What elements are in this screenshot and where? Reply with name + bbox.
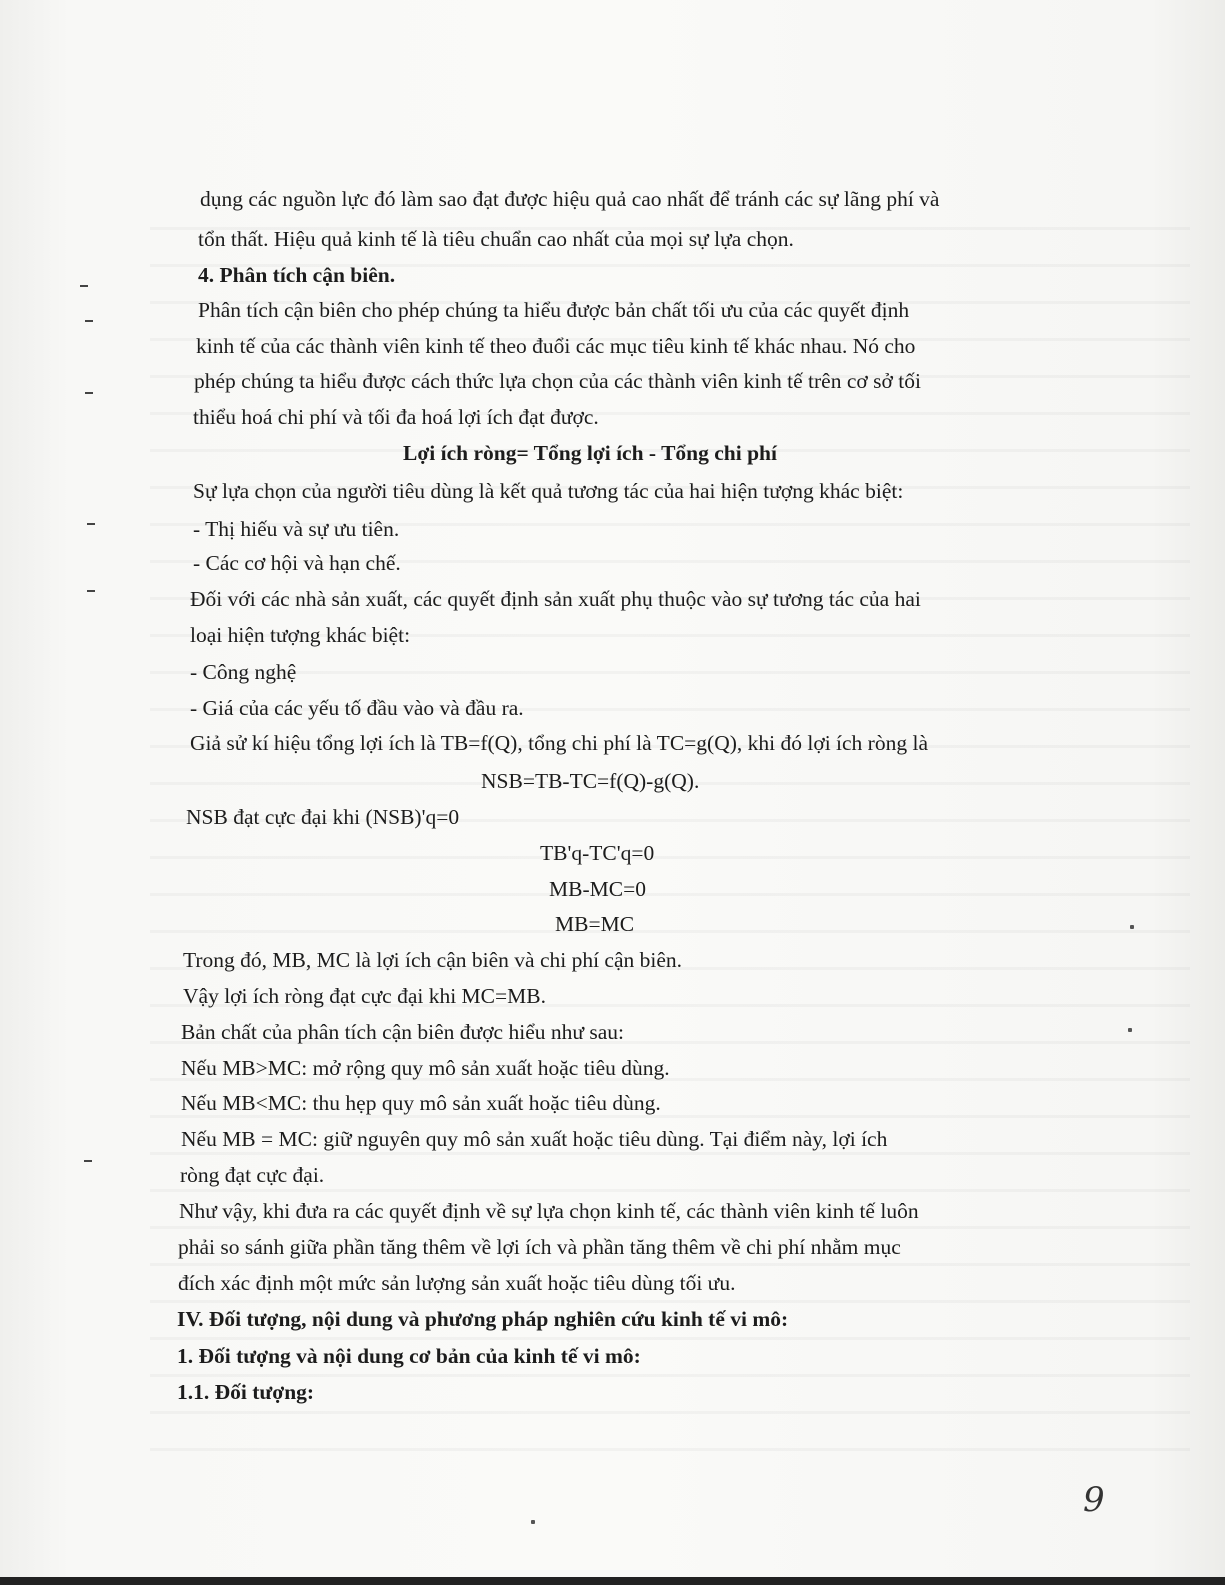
text-line: dụng các nguồn lực đó làm sao đạt được hiệu quả cao nhất để tránh các sự lãng phí và [200,187,940,211]
text-line: Trong đó, MB, MC là lợi ích cận biên và chi phí cận biên. [183,948,683,972]
text-line: đích xác định một mức sản lượng sản xuất hoặc tiêu dùng tối ưu. [178,1271,736,1295]
text-line: Đối với các nhà sản xuất, các quyết định sản xuất phụ thuộc vào sự tương tác của hai [190,587,921,611]
formula-heading: Lợi ích ròng= Tổng lợi ích - Tổng chi phí [403,441,777,465]
list-item: - Giá của các yếu tố đầu vào và đầu ra. [190,696,524,720]
margin-mark [87,590,95,592]
text-line: thiểu hoá chi phí và tối đa hoá lợi ích đạt được. [193,405,599,429]
text-line: Nếu MB<MC: thu hẹp quy mô sản xuất hoặc tiêu dùng. [181,1091,661,1115]
page-number: 9 [1083,1480,1105,1520]
list-item: - Thị hiếu và sự ưu tiên. [193,517,400,541]
text-line: Như vậy, khi đưa ra các quyết định về sự lựa chọn kinh tế, các thành viên kinh tế luôn [179,1199,919,1223]
text-line: phép chúng ta hiểu được cách thức lựa chọn của các thành viên kinh tế trên cơ sở tối [194,369,921,393]
scan-speck [1128,1028,1132,1032]
text-line: Phân tích cận biên cho phép chúng ta hiểu được bản chất tối ưu của các quyết định [198,298,910,322]
text-line: ròng đạt cực đại. [180,1163,325,1187]
margin-mark [80,285,88,287]
text-line: Sự lựa chọn của người tiêu dùng là kết quả tương tác của hai hiện tượng khác biệt: [193,479,904,503]
equation: TB'q-TC'q=0 [540,841,655,865]
text-line: Bản chất của phân tích cận biên được hiểu như sau: [181,1020,625,1044]
subsection-heading: 1.1. Đối tượng: [177,1380,315,1404]
text-line: loại hiện tượng khác biệt: [190,623,411,647]
text-line: tổn thất. Hiệu quả kinh tế là tiêu chuẩn cao nhất của mọi sự lựa chọn. [198,227,794,251]
section-heading: IV. Đối tượng, nội dung và phương pháp nghiên cứu kinh tế vi mô: [177,1307,789,1331]
equation: MB-MC=0 [549,877,646,901]
section-heading: 4. Phân tích cận biên. [198,263,396,287]
text-line: phải so sánh giữa phần tăng thêm về lợi ích và phần tăng thêm về chi phí nhằm mục [178,1235,901,1259]
scan-edge [0,1577,1225,1585]
margin-mark [84,1160,92,1162]
equation: MB=MC [555,912,635,936]
text-line: Nếu MB = MC: giữ nguyên quy mô sản xuất hoặc tiêu dùng. Tại điểm này, lợi ích [181,1127,888,1151]
text-line: NSB đạt cực đại khi (NSB)'q=0 [186,805,460,829]
list-item: - Công nghệ [190,660,297,684]
margin-mark [87,523,95,525]
margin-mark [85,392,93,394]
equation: NSB=TB-TC=f(Q)-g(Q). [481,769,700,793]
text-line: Vậy lợi ích ròng đạt cực đại khi MC=MB. [183,984,546,1008]
margin-mark [85,320,93,322]
text-line: Nếu MB>MC: mở rộng quy mô sản xuất hoặc tiêu dùng. [181,1056,670,1080]
subsection-heading: 1. Đối tượng và nội dung cơ bản của kinh tế vi mô: [177,1344,641,1368]
list-item: - Các cơ hội và hạn chế. [193,551,401,575]
scan-speck [1130,925,1134,929]
text-line: kinh tế của các thành viên kinh tế theo đuổi các mục tiêu kinh tế khác nhau. Nó cho [196,334,916,358]
text-line: Giả sử kí hiệu tổng lợi ích là TB=f(Q), tổng chi phí là TC=g(Q), khi đó lợi ích ròng là [190,731,928,755]
scan-speck [531,1520,535,1524]
